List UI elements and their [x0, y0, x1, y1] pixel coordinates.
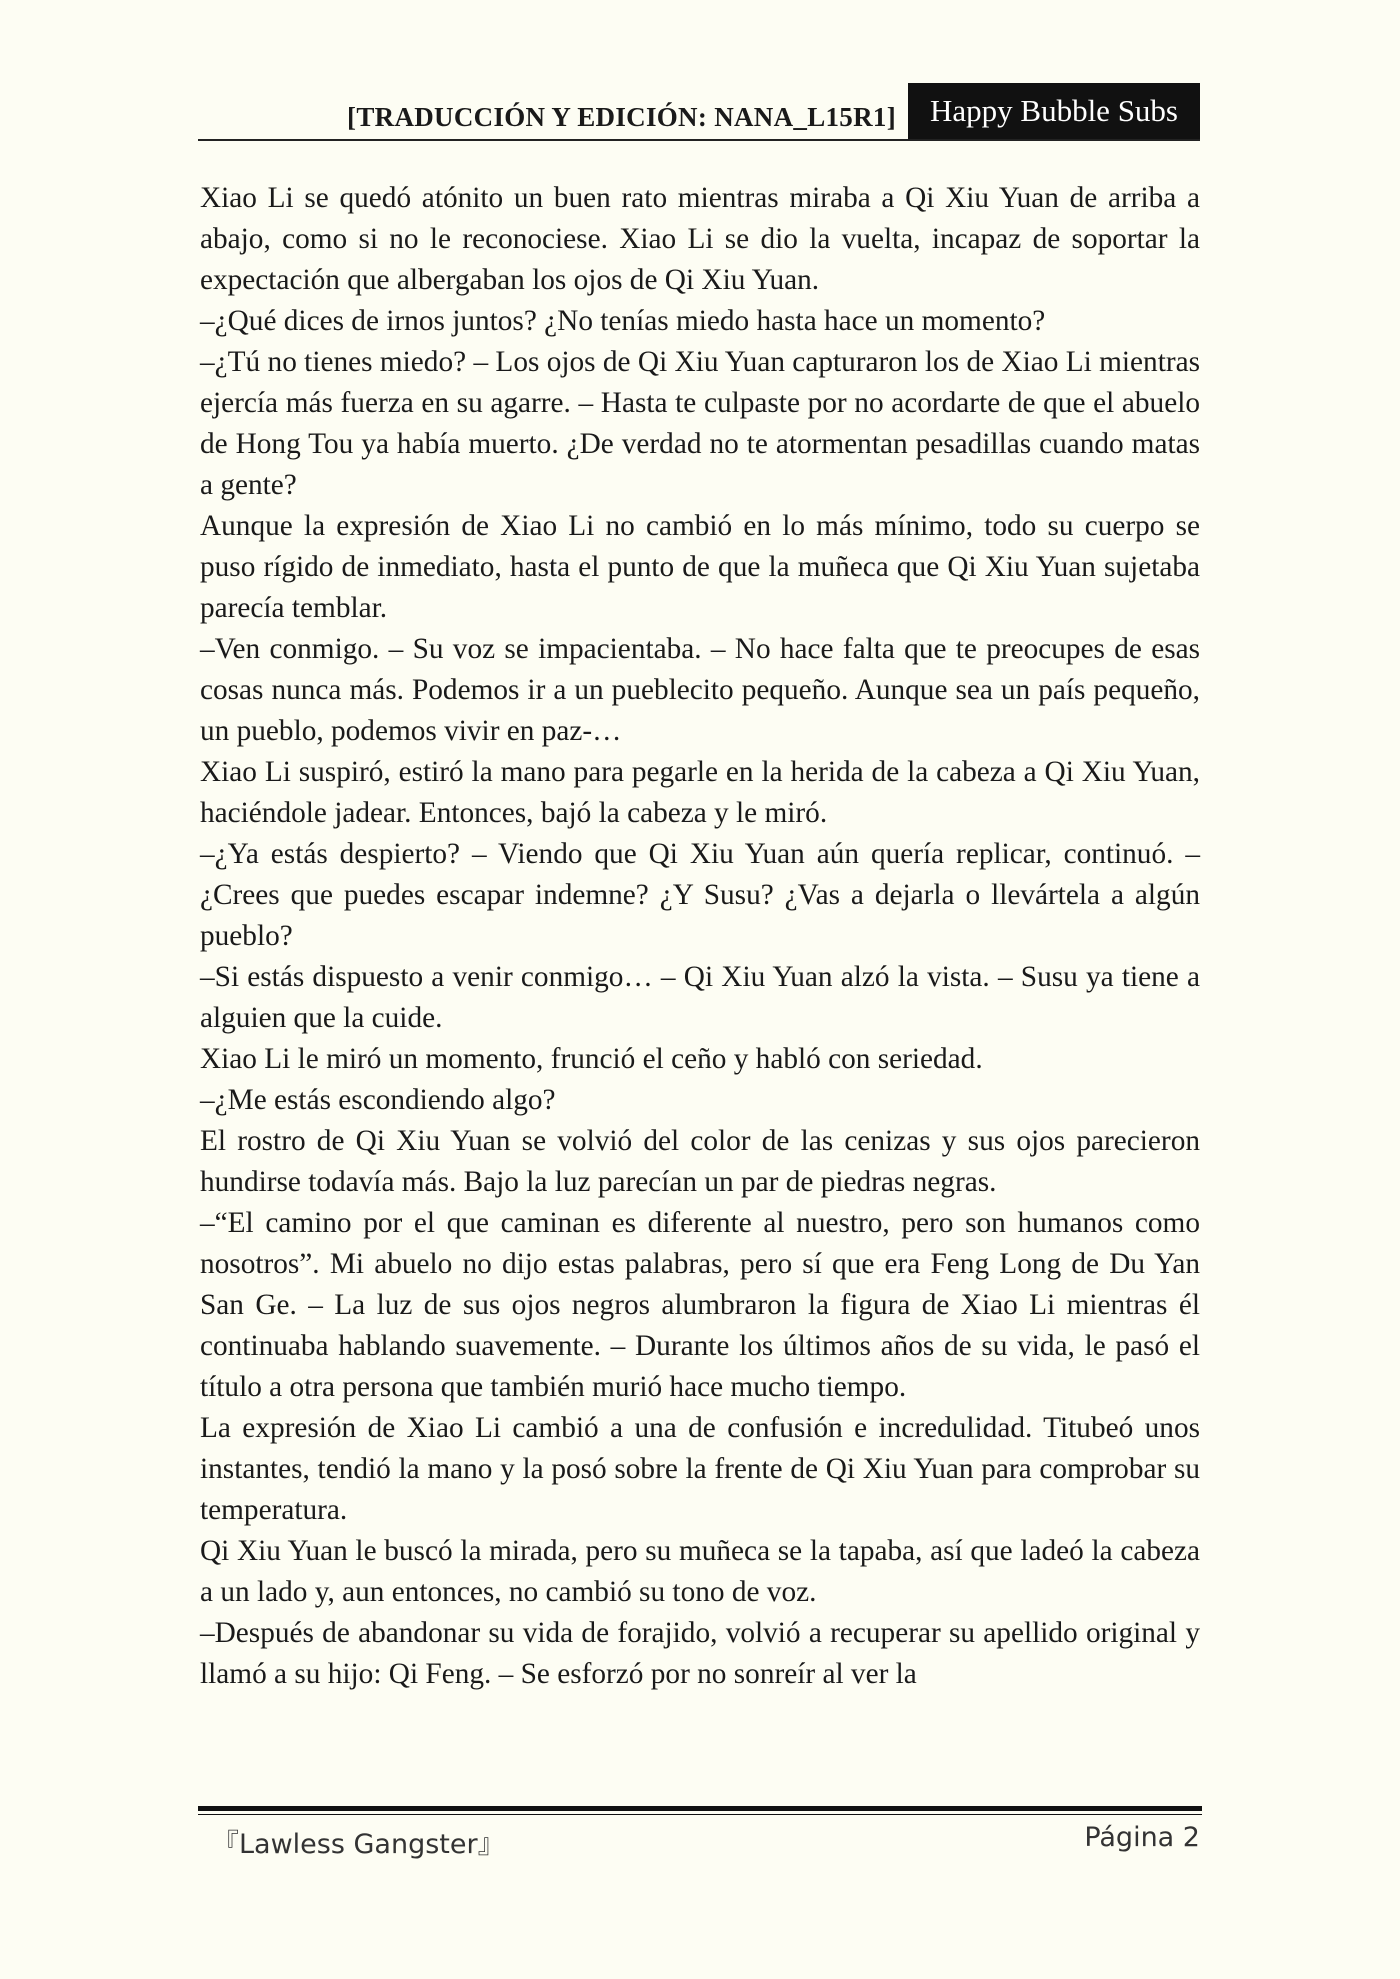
page-header	[198, 83, 1200, 141]
brand-label: Happy Bubble Subs	[908, 83, 1200, 139]
paragraph: –Ven conmigo. – Su voz se impacientaba. – No hace falta que te preocupes de esas cosas nunca más. Podemos ir a un pueblecito pequeño. Aunque sea un país pequeño, un pueblo, podemos vivir en paz-…	[200, 633, 1200, 747]
footer-divider-thick	[198, 1806, 1202, 1811]
paragraph: –¿Ya estás despierto? – Viendo que Qi Xiu Yuan aún quería replicar, continuó. – ¿Crees que puedes escapar indemne? ¿Y Susu? ¿Vas a dejarla o llevártela a algún pueblo?	[200, 838, 1200, 952]
paragraph: –“El camino por el que caminan es diferente al nuestro, pero son humanos como nosotros”. Mi abuelo no dijo estas palabras, pero sí que era Feng Long de Du Yan San Ge. – La luz de sus ojos negros alumbraron la figura de Xiao Li mientras él continuaba hablando suavemente. – Durante los últimos años de su vida, le pasó el título a otra persona que también murió hace mucho tiempo.	[200, 1207, 1200, 1403]
paragraph: Aunque la expresión de Xiao Li no cambió en lo más mínimo, todo su cuerpo se puso rígido de inmediato, hasta el punto de que la muñeca que Qi Xiu Yuan sujetaba parecía temblar.	[200, 510, 1200, 624]
body-text	[200, 178, 1200, 1695]
paragraph: Qi Xiu Yuan le buscó la mirada, pero su muñeca se la tapaba, así que ladeó la cabeza a un lado y, aun entonces, no cambió su tono de voz.	[200, 1535, 1200, 1608]
footer-divider-thin	[198, 1814, 1202, 1815]
translation-credit: [TRADUCCIÓN Y EDICIÓN: NANA_L15R1]	[347, 102, 896, 132]
page-footer	[212, 1822, 1200, 1861]
book-title: 『Lawless Gangster』	[212, 1829, 505, 1860]
paragraph: La expresión de Xiao Li cambió a una de confusión e incredulidad. Titubeó unos instantes, tendió la mano y la posó sobre la frente de Qi Xiu Yuan para comprobar su temperatura.	[200, 1412, 1200, 1526]
page-number: Página 2	[1084, 1822, 1200, 1853]
paragraph: –¿Me estás escondiendo algo?	[200, 1084, 556, 1116]
paragraph: –Después de abandonar su vida de forajido, volvió a recuperar su apellido original y llamó a su hijo: Qi Feng. – Se esforzó por no sonreír al ver la	[200, 1617, 1200, 1690]
paragraph: –¿Qué dices de irnos juntos? ¿No tenías miedo hasta hace un momento?	[200, 305, 1046, 337]
paragraph: –¿Tú no tienes miedo? – Los ojos de Qi Xiu Yuan capturaron los de Xiao Li mientras ejercía más fuerza en su agarre. – Hasta te culpaste por no acordarte de que el abuelo de Hong Tou ya había muerto. ¿De verdad no te atormentan pesadillas cuando matas a gente?	[200, 346, 1200, 501]
paragraph: –Si estás dispuesto a venir conmigo… – Qi Xiu Yuan alzó la vista. – Susu ya tiene a alguien que la cuide.	[200, 961, 1200, 1034]
paragraph: Xiao Li le miró un momento, frunció el ceño y habló con seriedad.	[200, 1043, 983, 1075]
paragraph: Xiao Li se quedó atónito un buen rato mientras miraba a Qi Xiu Yuan de arriba a abajo, como si no le reconociese. Xiao Li se dio la vuelta, incapaz de soportar la expectación que albergaban los ojos de Qi Xiu Yuan.	[200, 182, 1200, 296]
paragraph: El rostro de Qi Xiu Yuan se volvió del color de las cenizas y sus ojos parecieron hundirse todavía más. Bajo la luz parecían un par de piedras negras.	[200, 1125, 1200, 1198]
paragraph: Xiao Li suspiró, estiró la mano para pegarle en la herida de la cabeza a Qi Xiu Yuan, haciéndole jadear. Entonces, bajó la cabeza y le miró.	[200, 756, 1200, 829]
